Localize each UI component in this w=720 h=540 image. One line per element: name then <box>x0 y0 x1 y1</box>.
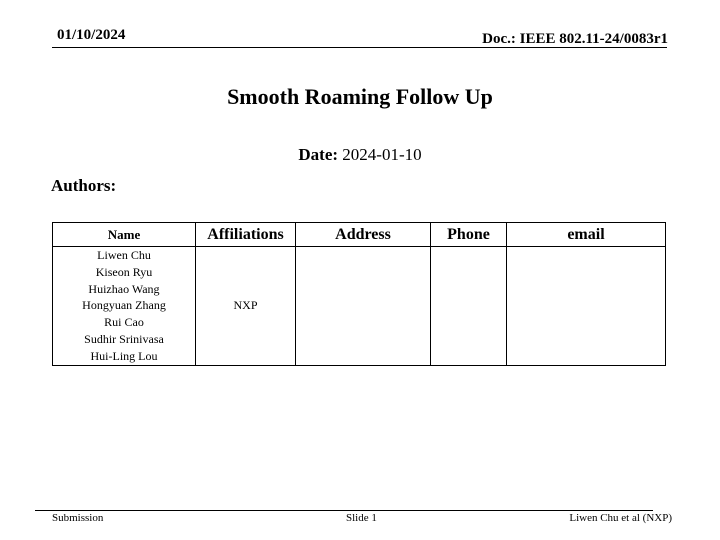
footer-submission: Submission <box>52 512 104 524</box>
cell-phone <box>431 247 507 366</box>
author-name: Rui Cao <box>104 315 144 330</box>
authors-heading: Authors: <box>51 176 117 195</box>
author-name: Kiseon Ryu <box>95 264 153 279</box>
slide-title: Smooth Roaming Follow Up <box>227 84 493 109</box>
column-header-address: Address <box>296 223 431 247</box>
date-label: Date: <box>298 145 339 164</box>
header-rule <box>52 47 667 48</box>
cell-address <box>296 247 431 366</box>
header-date: 01/10/2024 <box>57 27 126 43</box>
column-header-email: email <box>507 223 666 247</box>
cell-affiliation: NXP <box>196 247 296 366</box>
author-name: Hui-Ling Lou <box>90 348 158 363</box>
column-header-affiliations: Affiliations <box>196 223 296 247</box>
footer-rule <box>35 510 653 511</box>
column-header-phone: Phone <box>431 223 507 247</box>
cell-names <box>53 247 196 366</box>
authors-table <box>52 222 666 366</box>
table-row <box>53 247 666 366</box>
author-name: Sudhir Srinivasa <box>84 331 164 346</box>
table-header-row <box>53 223 666 247</box>
author-name: Hongyuan Zhang <box>82 298 166 313</box>
footer-author: Liwen Chu et al (NXP) <box>569 512 672 524</box>
date-value: 2024-01-10 <box>342 145 422 164</box>
footer-slide-number: Slide 1 <box>346 512 377 524</box>
header-doc-id: Doc.: IEEE 802.11-24/0083r1 <box>482 31 668 47</box>
date-line <box>0 145 720 165</box>
column-header-name: Name <box>53 223 196 247</box>
author-name: Liwen Chu <box>97 248 151 262</box>
author-name: Huizhao Wang <box>88 281 160 296</box>
cell-email <box>507 247 666 366</box>
